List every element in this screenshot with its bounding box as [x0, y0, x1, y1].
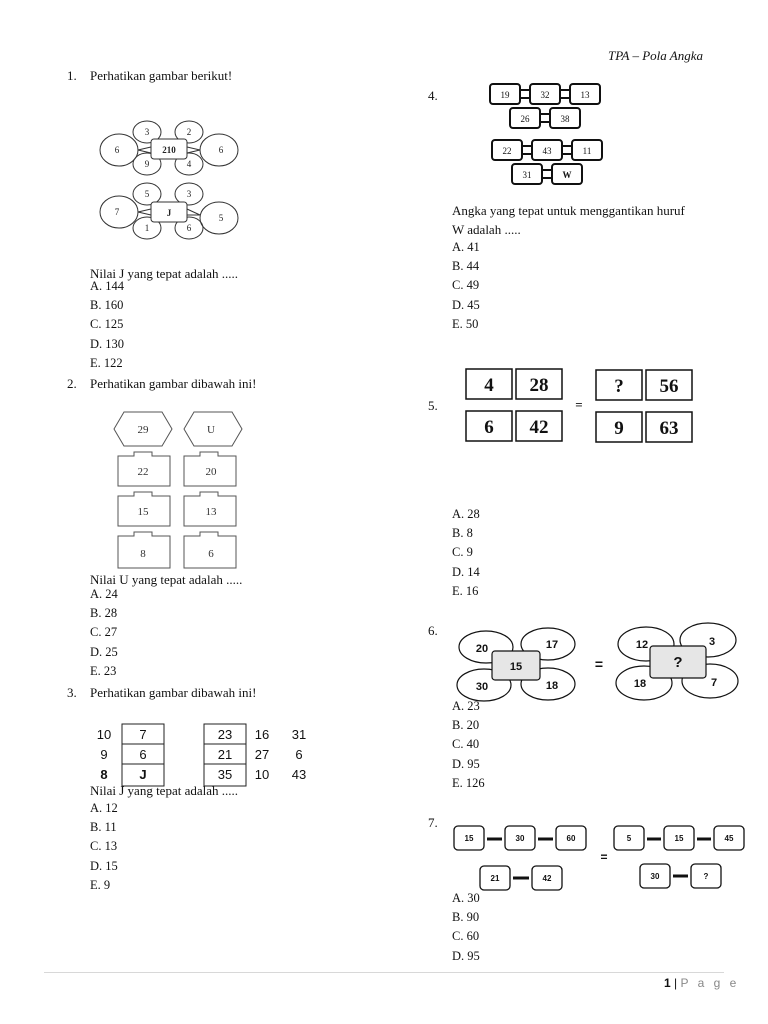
q5-left-4: 42 [529, 417, 549, 438]
q6-left-3: 30 [475, 681, 489, 693]
page-number: 1 [664, 976, 671, 990]
q4-g1-bot-2: 38 [560, 114, 570, 124]
q7-r-bot-2: ? [703, 872, 709, 881]
q2-left-3: 15 [137, 506, 149, 518]
q1-bot-bl: 1 [144, 223, 150, 233]
q4-g2-top-1: 22 [502, 146, 512, 156]
q6-left-center: 15 [509, 661, 523, 673]
q4-g1-top-1: 19 [500, 90, 510, 100]
q7-number: 7. [428, 815, 438, 830]
q1-bot-tl: 5 [144, 189, 150, 199]
q6-right-1: 12 [635, 639, 649, 651]
q3-number: 3. [67, 685, 77, 700]
q4-option-c[interactable]: C. 49 [452, 278, 480, 293]
q7-r-top-1: 5 [626, 834, 632, 843]
q1-figure [95, 120, 245, 250]
q4-option-d[interactable]: D. 45 [452, 297, 480, 312]
q2-right-1: U [207, 424, 215, 436]
q4-option-a[interactable]: A. 41 [452, 240, 480, 254]
q3-right-c2-2: 27 [254, 747, 270, 762]
q6-figure [452, 622, 742, 702]
q5-figure [460, 364, 700, 448]
q3-prompt: Perhatikan gambar dibawah ini! [90, 685, 257, 700]
q6-left-2: 17 [545, 639, 559, 651]
q3-right-box-3: 35 [217, 767, 233, 782]
q4-question-line2: W adalah ..... [452, 222, 521, 237]
q3-option-c[interactable]: C. 13 [90, 839, 118, 854]
q2-option-a[interactable]: A. 24 [90, 587, 118, 601]
q7-option-a[interactable]: A. 30 [452, 891, 480, 905]
q5-equals: = [575, 397, 583, 412]
footer-divider [44, 972, 724, 973]
q3-right-c3-1: 31 [291, 727, 307, 742]
q7-options [452, 889, 480, 966]
q1-option-a[interactable]: A. 144 [90, 279, 125, 293]
q6-option-a[interactable]: A. 23 [452, 699, 480, 713]
page-footer [664, 976, 739, 990]
q3-question: Nilai J yang tepat adalah ..... [90, 783, 239, 798]
q5-left-1: 4 [484, 375, 494, 396]
q5-option-e[interactable]: E. 16 [452, 583, 479, 598]
q1-bot-tr: 3 [186, 189, 192, 199]
q7-l-bot-1: 21 [490, 874, 500, 883]
q3-option-a[interactable]: A. 12 [90, 801, 118, 815]
q4-option-e[interactable]: E. 50 [452, 316, 479, 331]
q1-number: 1. [67, 68, 77, 83]
page-header: TPA – Pola Angka [608, 48, 703, 63]
q1-top-center: 210 [162, 145, 176, 155]
q2-left-1: 29 [137, 424, 149, 436]
q6-right-3: 18 [633, 678, 647, 690]
q1-bot-center: J [166, 208, 172, 218]
q3-left-box-1: 7 [139, 727, 147, 742]
q5-right-2: 56 [659, 376, 679, 397]
page-label: P a g e [680, 976, 740, 990]
q5-left-3: 6 [484, 417, 494, 438]
q7-option-b[interactable]: B. 90 [452, 910, 480, 925]
q4-g2-bot-1: 31 [522, 170, 532, 180]
q5-option-d[interactable]: D. 14 [452, 564, 480, 579]
q1-top-br: 4 [186, 159, 192, 169]
q6-left-4: 18 [545, 680, 559, 692]
q6-option-c[interactable]: C. 40 [452, 737, 480, 752]
q4-option-b[interactable]: B. 44 [452, 259, 480, 274]
q4-options [452, 238, 480, 334]
q3-left-out-3: 8 [100, 767, 108, 782]
q3-right-c2-3: 10 [254, 767, 270, 782]
q1-option-b[interactable]: B. 160 [90, 298, 124, 313]
q2-right-3: 13 [205, 506, 217, 518]
q1-option-e[interactable]: E. 122 [90, 355, 123, 370]
q4-g2-top-3: 11 [582, 146, 592, 156]
q4-g2-top-2: 43 [542, 146, 552, 156]
q1-bot-left: 7 [114, 207, 120, 217]
q3-left-box-3: J [139, 767, 147, 782]
q5-left-2: 28 [529, 375, 549, 396]
q7-r-top-3: 45 [724, 834, 734, 843]
q6-option-b[interactable]: B. 20 [452, 718, 480, 733]
q4-g1-top-2: 32 [540, 90, 550, 100]
q5-right-3: 9 [614, 418, 624, 439]
q3-option-e[interactable]: E. 9 [90, 877, 111, 892]
q7-l-top-1: 15 [464, 834, 474, 843]
q3-option-b[interactable]: B. 11 [90, 820, 117, 835]
q1-options [90, 277, 124, 373]
q4-g1-bot-1: 26 [520, 114, 530, 124]
q4-figure [484, 78, 608, 190]
q6-right-4: 7 [710, 677, 718, 689]
q3-left-out-1: 10 [96, 727, 112, 742]
q2-figure [110, 408, 270, 576]
q3-right-c3-3: 43 [291, 767, 307, 782]
q2-option-e[interactable]: E. 23 [90, 663, 117, 678]
q7-figure [450, 820, 750, 896]
q3-right-c3-2: 6 [295, 747, 303, 762]
q2-option-c[interactable]: C. 27 [90, 625, 118, 640]
q7-r-top-2: 15 [674, 834, 684, 843]
q3-right-box-1: 23 [217, 727, 233, 742]
q3-right-c2-1: 16 [254, 727, 270, 742]
q2-number: 2. [67, 376, 77, 391]
q1-option-c[interactable]: C. 125 [90, 317, 124, 332]
q7-l-bot-2: 42 [542, 874, 552, 883]
q4-number: 4. [428, 88, 438, 103]
q7-r-bot-1: 30 [650, 872, 660, 881]
q2-left-2: 22 [137, 466, 149, 478]
q6-option-d[interactable]: D. 95 [452, 756, 480, 771]
q5-option-b[interactable]: B. 8 [452, 526, 473, 541]
q4-g1-top-3: 13 [580, 90, 590, 100]
q3-option-d[interactable]: D. 15 [90, 858, 118, 873]
q1-top-bl: 9 [144, 159, 150, 169]
q5-right-4: 63 [659, 418, 679, 439]
q2-question: Nilai U yang tepat adalah ..... [90, 572, 243, 587]
q6-number: 6. [428, 623, 438, 638]
q6-equals: = [594, 656, 604, 672]
q1-bot-right: 5 [218, 213, 224, 223]
q2-right-2: 20 [205, 466, 217, 478]
q1-top-right: 6 [218, 145, 224, 155]
q7-l-top-2: 30 [515, 834, 525, 843]
q1-prompt: Perhatikan gambar berikut! [90, 68, 233, 83]
q7-l-top-3: 60 [566, 834, 576, 843]
q5-option-a[interactable]: A. 28 [452, 507, 480, 521]
q3-left-box-2: 6 [139, 747, 147, 762]
q2-left-4: 8 [140, 548, 146, 560]
q6-right-2: 3 [708, 636, 716, 648]
q6-right-center: ? [673, 654, 683, 671]
q2-options [90, 585, 118, 681]
q3-options [90, 799, 118, 895]
q4-question-line1: Angka yang tepat untuk menggantikan huruf [452, 203, 685, 218]
q1-option-d[interactable]: D. 130 [90, 336, 125, 351]
q5-right-1: ? [614, 376, 624, 397]
q6-left-1: 20 [475, 643, 489, 655]
q3-right-box-2: 21 [217, 747, 233, 762]
q1-bot-br: 6 [186, 223, 192, 233]
q3-figure [90, 720, 320, 790]
q1-top-tl: 3 [144, 127, 150, 137]
q2-prompt: Perhatikan gambar dibawah ini! [90, 376, 257, 391]
q5-option-c[interactable]: C. 9 [452, 545, 473, 560]
q6-option-e[interactable]: E. 126 [452, 775, 485, 790]
q1-top-tr: 2 [186, 127, 192, 137]
q3-left-out-2: 9 [100, 747, 108, 762]
q7-option-c[interactable]: C. 60 [452, 929, 480, 944]
q2-right-4: 6 [208, 548, 214, 560]
q2-option-d[interactable]: D. 25 [90, 644, 118, 659]
q7-option-d[interactable]: D. 95 [452, 948, 480, 963]
q2-option-b[interactable]: B. 28 [90, 606, 118, 621]
q4-g2-bot-2: W [562, 170, 572, 180]
q5-options [452, 505, 480, 601]
q1-question: Nilai J yang tepat adalah ..... [90, 266, 239, 281]
q7-equals: = [600, 850, 608, 864]
q1-top-left: 6 [114, 145, 120, 155]
q5-number: 5. [428, 398, 438, 413]
q6-options [452, 697, 485, 793]
page-separator: | [674, 976, 678, 990]
